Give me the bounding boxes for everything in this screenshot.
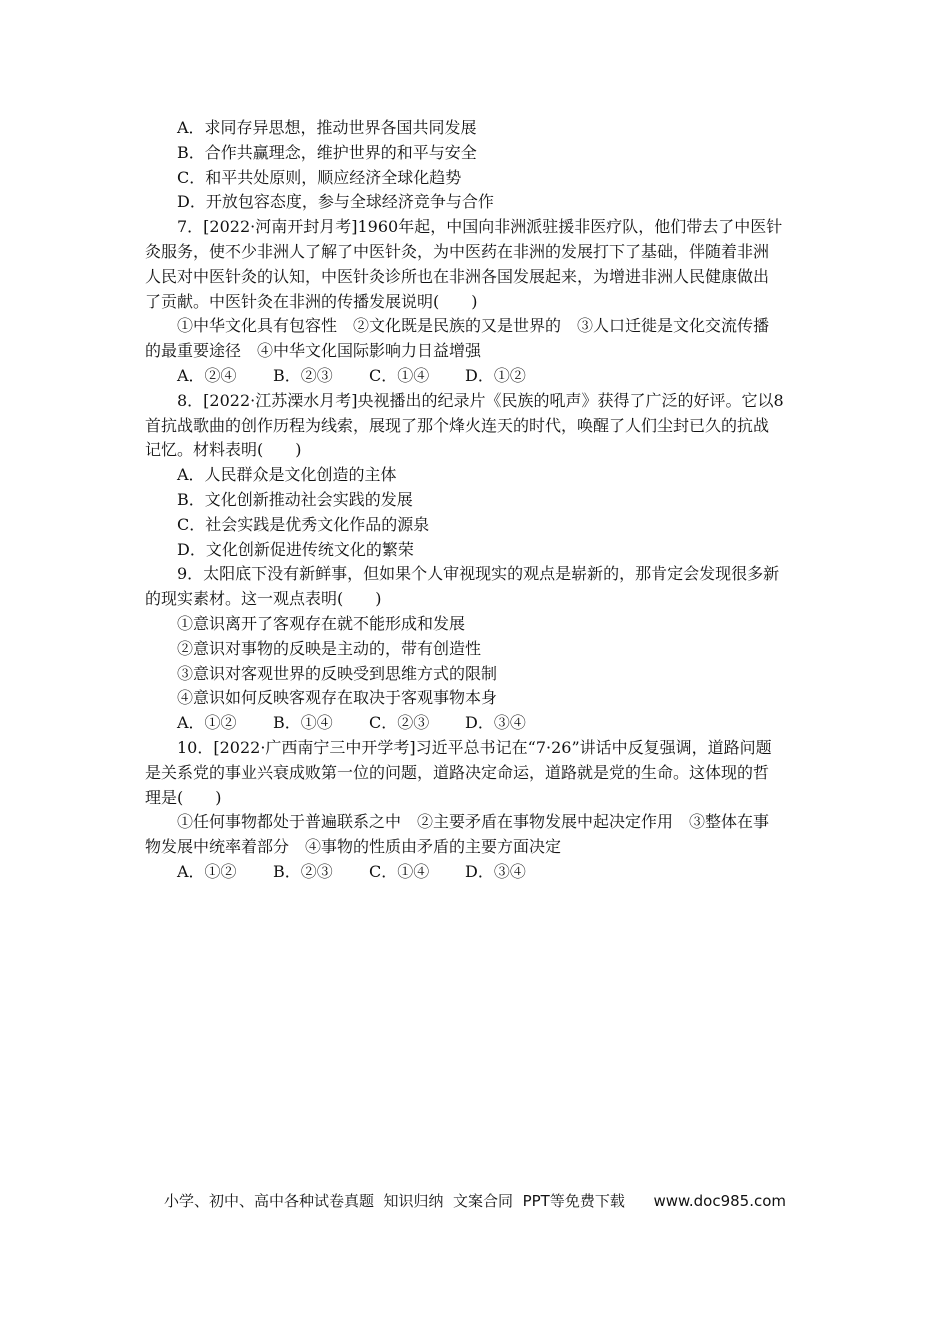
q8-stem-line: 首抗战歌曲的创作历程为线索，展现了那个烽火连天的时代，唤醒了人们尘封已久的抗战 [145,415,770,435]
q7-stem-line: 人民对中医针灸的认知，中医针灸诊所也在非洲各国发展起来，为增进非洲人民健康做出 [145,266,770,286]
q10-choices [145,860,811,885]
q7-stem-line: 了贡献。中医针灸在非洲的传播发展说明( ) [145,291,478,311]
q7-statements-line: ①中华文化具有包容性 ②文化既是民族的又是世界的 ③人口迁徙是文化交流传播 [177,316,770,336]
q10-stem-line: 10．[2022·广西南宁三中开学考]习近平总书记在“7·26”讲话中反复强调，道路问题 [177,737,772,757]
q7-choice-b: B．②③ [273,365,333,385]
q6-option-d: D．开放包容态度，参与全球经济竞争与合作 [177,192,494,212]
q8-option-d: D．文化创新促进传统文化的繁荣 [177,539,414,559]
q7-choice-d: D．①② [465,365,526,385]
q7-stem-line: 7．[2022·河南开封月考]1960年起，中国向非洲派驻援非医疗队，他们带去了中医针 [177,217,783,237]
q10-choice-a: A．①② [177,861,237,881]
q9-choice-a: A．①② [177,713,237,733]
q8-option-a: A．人民群众是文化创造的主体 [177,465,397,485]
q9-choice-d: D．③④ [465,713,526,733]
q9-stem-line: 9．太阳底下没有新鲜事，但如果个人审视现实的观点是崭新的，那肯定会发现很多新 [177,564,780,584]
q9-choice-b: B．①④ [273,713,333,733]
q10-statements-line: 物发展中统率着部分 ④事物的性质由矛盾的主要方面决定 [145,837,562,857]
q8-stem-line: 记忆。材料表明( ) [145,440,302,460]
exam-content [145,116,811,885]
q6-option-c: C．和平共处原则，顺应经济全球化趋势 [177,167,462,187]
page-footer: 小学、初中、高中各种试卷真题 知识归纳 文案合同 PPT等免费下载 www.doc985.com [163,1192,787,1210]
q6-option-b: B．合作共赢理念，维护世界的和平与安全 [177,142,477,162]
q9-choices [145,711,811,736]
q10-stem-line: 是关系党的事业兴衰成败第一位的问题，道路决定命运，道路就是党的生命。这体现的哲 [145,762,770,782]
q10-choice-b: B．②③ [273,861,333,881]
q9-statement-4: ④意识如何反映客观存在取决于客观事物本身 [177,688,498,708]
q10-choice-c: C．①④ [369,861,430,881]
q7-choice-a: A．②④ [177,365,237,385]
q8-option-c: C．社会实践是优秀文化作品的源泉 [177,514,430,534]
q10-statements-line: ①任何事物都处于普遍联系之中 ②主要矛盾在事物发展中起决定作用 ③整体在事 [177,812,770,832]
q6-option-a: A．求同存异思想，推动世界各国共同发展 [177,118,477,137]
q9-stem-line: 的现实素材。这一观点表明( ) [145,589,382,609]
q9-statement-1: ①意识离开了客观存在就不能形成和发展 [177,613,466,633]
q10-choice-d: D．③④ [465,861,526,881]
q9-choice-c: C．②③ [369,713,430,733]
q9-statement-2: ②意识对事物的反映是主动的，带有创造性 [177,638,482,658]
q7-choices [145,364,811,389]
q10-stem-line: 理是( ) [145,787,222,807]
q7-statements-line: 的最重要途径 ④中华文化国际影响力日益增强 [145,341,482,361]
q7-choice-c: C．①④ [369,365,430,385]
q8-option-b: B．文化创新推动社会实践的发展 [177,489,413,509]
q9-statement-3: ③意识对客观世界的反映受到思维方式的限制 [177,663,498,683]
q7-stem-line: 灸服务，使不少非洲人了解了中医针灸，为中医药在非洲的发展打下了基础，伴随着非洲 [145,241,770,261]
q8-stem-line: 8．[2022·江苏溧水月考]央视播出的纪录片《民族的吼声》获得了广泛的好评。它以8 [177,390,784,410]
